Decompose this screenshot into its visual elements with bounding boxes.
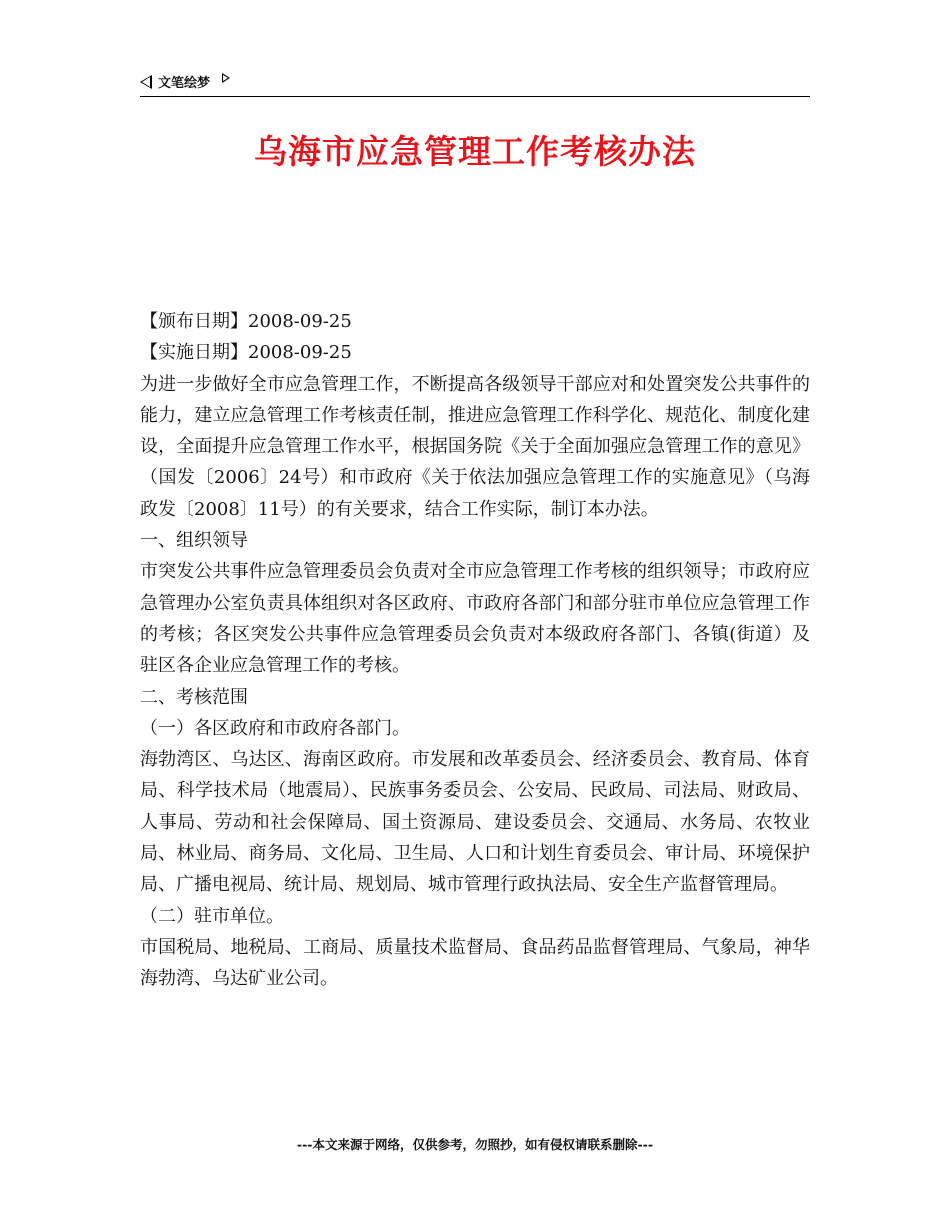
document-body [140,306,810,995]
intro-paragraph: 为进一步做好全市应急管理工作，不断提高各级领导干部应对和处置突发公共事件的能力，建立应急管理工作考核责任制，推进应急管理工作科学化、规范化、制度化建设，全面提升应急管理工作水平，根据国务院《关于全面加强应急管理工作的意见》（国发〔2006〕24号）和市政府《关于依法加强应急管理工作的实施意见》（乌海政发〔2008〕11号）的有关要求，结合工作实际，制订本办法。 [140,373,810,520]
section-heading-scope: 二、考核范围 [140,686,248,708]
page-footer-disclaimer: ---本文来源于网络，仅供参考，勿照抄，如有侵权请联系删除--- [296,1137,654,1152]
publish-date: 【颁布日期】2008-09-25 [140,311,352,332]
triangle-left-icon [140,75,152,89]
header-brand: 文笔绘梦 [158,76,211,91]
subsection-heading-1: （一）各区政府和市政府各部门。 [140,717,410,739]
document-title: 乌海市应急管理工作考核办法 [254,132,696,171]
section-heading-organization: 一、组织领导 [140,530,248,552]
scope-list-1: 海勃湾区、乌达区、海南区政府。市发展和改革委员会、经济委员会、教育局、体育局、科学技术局（地震局）、民族事务委员会、公安局、民政局、司法局、财政局、人事局、劳动和社会保障局、国土资源局、建设委员会、交通局、水务局、农牧业局、林业局、商务局、文化局、卫生局、人口和计划生育委员会、审计局、环境保护局、广播电视局、统计局、规划局、城市管理行政执法局、安全生产监督管理局。 [140,749,810,896]
organization-paragraph: 市突发公共事件应急管理委员会负责对全市应急管理工作考核的组织领导；市政府应急管理办公室负责具体组织对各区政府、市政府各部门和部分驻市单位应急管理工作的考核；各区突发公共事件应急管理委员会负责对本级政府各部门、各镇(街道）及驻区各企业应急管理工作的考核。 [140,561,810,677]
subsection-heading-2: （二）驻市单位。 [140,905,284,927]
page-header [140,70,810,97]
scope-list-2: 市国税局、地税局、工商局、质量技术监督局、食品药品监督管理局、气象局，神华海勃湾、乌达矿业公司。 [140,936,810,990]
effective-date: 【实施日期】2008-09-25 [140,342,352,364]
header-brand-group [140,72,230,91]
triangle-right-icon [222,73,230,83]
